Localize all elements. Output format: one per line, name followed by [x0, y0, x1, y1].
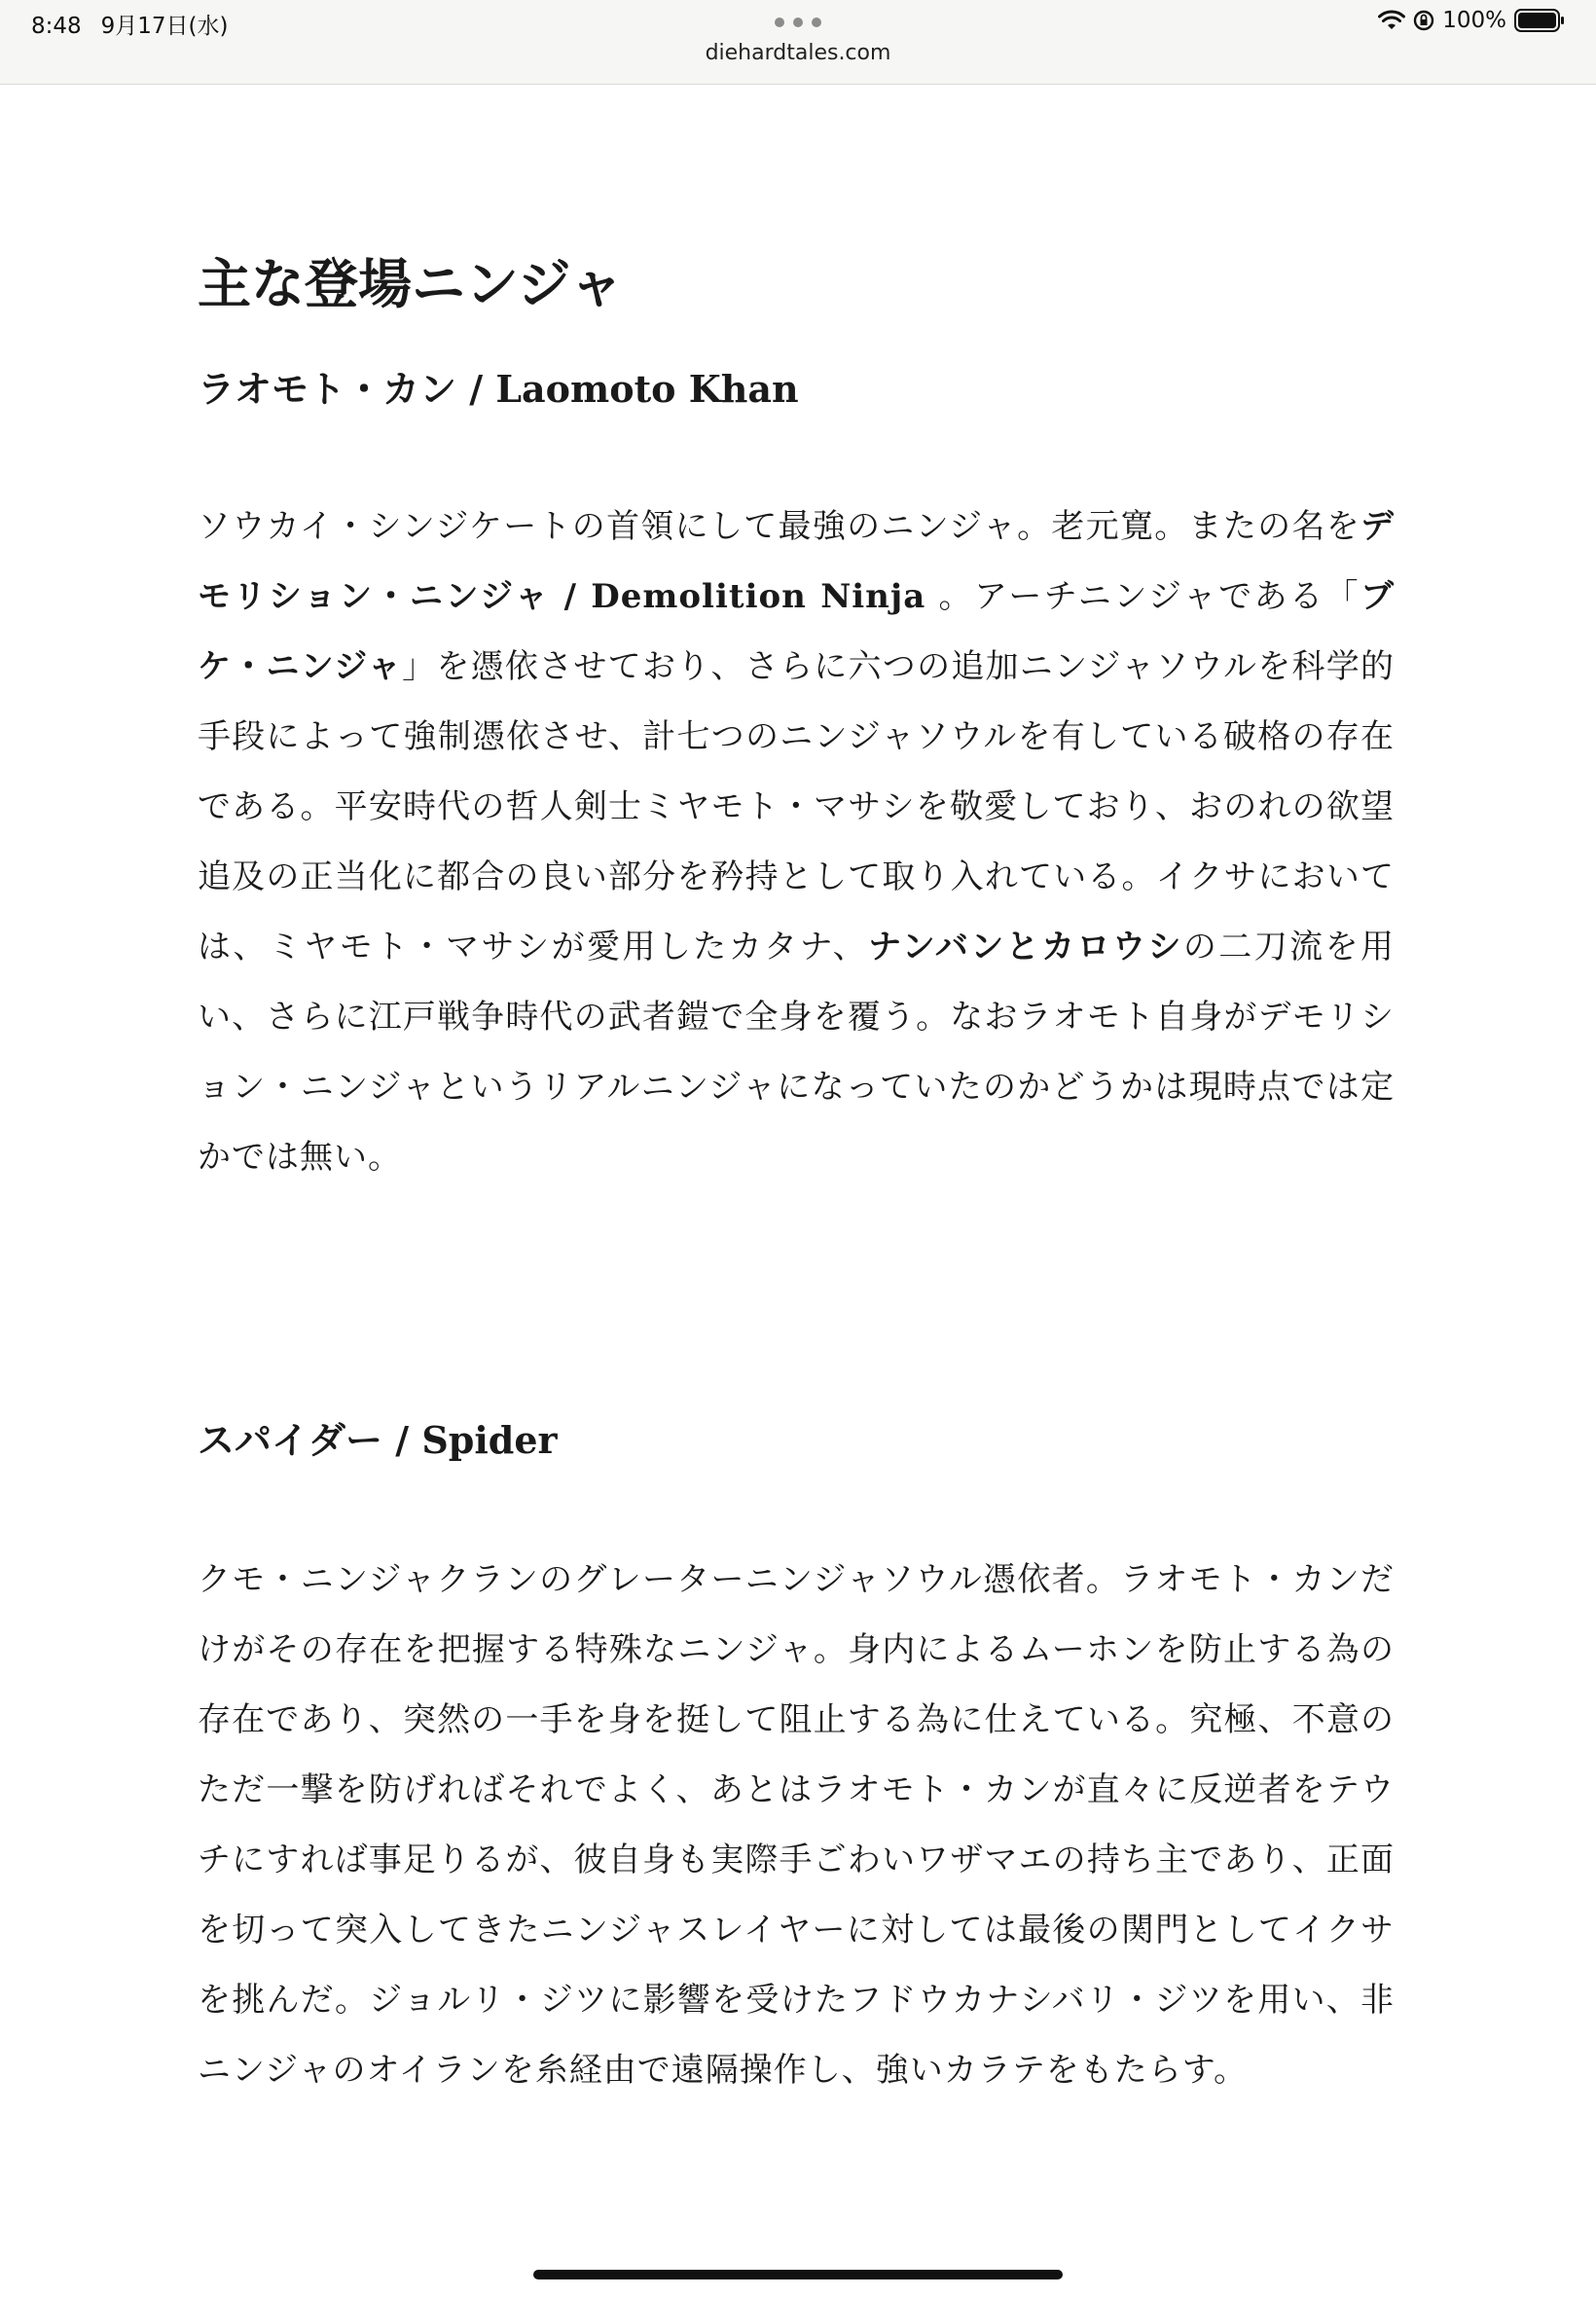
katana-names: ナンバンとカロウシ [868, 928, 1183, 966]
orientation-lock-icon [1413, 10, 1434, 31]
character-name-spider: スパイダー / Spider [198, 1418, 558, 1462]
wifi-icon [1378, 10, 1405, 31]
status-bar [0, 0, 1596, 85]
battery-percent: 100% [1442, 8, 1506, 33]
alias-demolition-ninja: デモリション・ニンジャ / Demolition Ninja [198, 507, 1395, 616]
status-time-date [31, 8, 229, 40]
more-dots-icon[interactable] [775, 18, 821, 27]
status-indicators [1378, 8, 1565, 33]
character-description-laomoto: ソウカイ・シンジケートの首領にして最強のニンジャ。老元寛。またの名をデモリション・ニンジャ / Demolition Ninja 。アーチニンジャである「ブケ・ニンジャ」を憑依させており、さらに六つの追加ニンジャソウルを科学的手段によって強制憑依させ、計七つのニンジャソウルを有している破格の存在である。平安時代の哲人剣士ミヤモト・マサシを敬愛しており、おのれの欲望追及の正当化に都合の良い部分を矜持として取り入れている。イクサにおいては、ミヤモト・マサシが愛用したカタナ、ナンバンとカロウシの二刀流を用い、さらに江戸戦争時代の武者鎧で全身を覆う。なおラオモト自身がデモリション・ニンジャというリアルニンジャになっていたのかどうかは現時点では定かでは無い。 [198, 507, 1395, 1177]
status-date: 9月17日(水) [100, 14, 229, 39]
soul-buke-ninja: ブケ・ニンジャ [198, 577, 1395, 686]
battery-icon [1514, 9, 1565, 32]
page-title: 主な登場ニンジャ [198, 252, 624, 315]
character-description-spider: クモ・ニンジャクランのグレーターニンジャソウル憑依者。ラオモト・カンだけがその存在を把握する特殊なニンジャ。身内によるムーホンを防止する為の存在であり、突然の一手を身を挺して阻止する為に仕えている。究極、不意のただ一撃を防げればそれでよく、あとはラオモト・カンが直々に反逆者をテウチにすれば事足りるが、彼自身も実際手ごわいワザマエの持ち主であり、正面を切って突入してきたニンジャスレイヤーに対しては最後の関門としてイクサを挑んだ。ジョルリ・ジツに影響を受けたフドウカナシバリ・ジツを用い、非ニンジャのオイランを糸経由で遠隔操作し、強いカラテをもたらす。 [198, 1560, 1395, 2090]
address-bar-url[interactable]: diehardtales.com [705, 41, 891, 65]
character-name-laomoto: ラオモト・カン / Laomoto Khan [198, 367, 799, 411]
status-time: 8:48 [31, 14, 82, 39]
home-indicator[interactable] [533, 2270, 1063, 2279]
